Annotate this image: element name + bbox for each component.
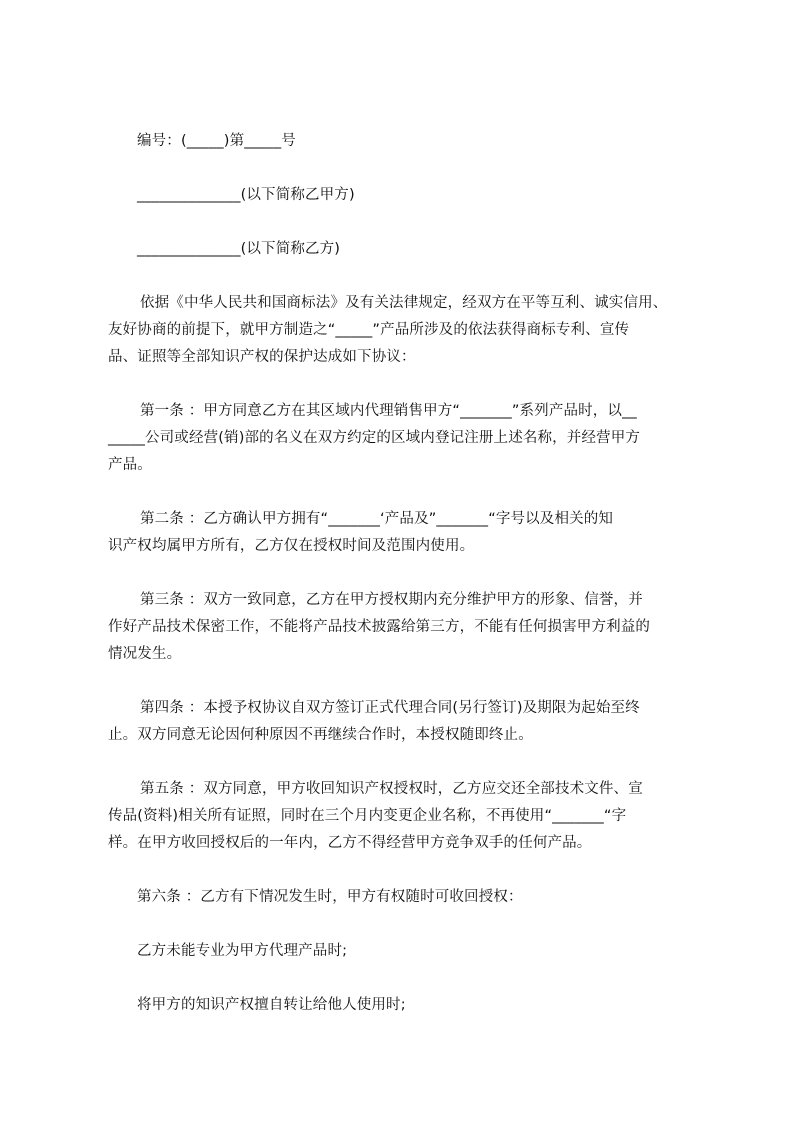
condition-item: 将甲方的知识产权擅自转让给他人使用时; bbox=[137, 997, 406, 1013]
article-line: 第一条 ：甲方同意乙方在其区域内代理销售甲方“_______”系列产品时，以__ bbox=[140, 403, 637, 419]
article-line: 第三条 ：双方一致同意，乙方在甲方授权期内充分维护甲方的形象、信誉，并 bbox=[140, 592, 643, 608]
article-line: 作好产品技术保密工作，不能将产品技术披露给第三方，不能有任何损害甲方利益的 bbox=[108, 619, 651, 635]
party-b-line: ______________(以下简称乙方) bbox=[137, 241, 341, 257]
article-line: 样。在甲方收回授权后的一年内，乙方不得经营甲方竞争双手的任何产品。 bbox=[108, 835, 592, 851]
party-a-line: ______________(以下简称乙甲方) bbox=[137, 187, 355, 203]
article-line: 情况发生。 bbox=[108, 646, 182, 662]
article-line: 止。双方同意无论因何种原因不再继续合作时，本授权随即终止。 bbox=[108, 727, 533, 743]
preamble-line: 依据《中华人民共和国商标法》及有关法律规定，经双方在平等互利、诚实信用、 bbox=[140, 295, 668, 311]
contract-number-line: 编号：(_____)第_____号 bbox=[137, 133, 296, 149]
article-line: 传品(资料)相关所有证照，同时在三个月内变更企业名称，不再使用“_______“字 bbox=[108, 808, 627, 824]
article-line: 第四条 ：本授予权协议自双方签订正式代理合同(另行签订)及期限为起始至终 bbox=[140, 700, 640, 716]
preamble-line: 品、证照等全部知识产权的保护达成如下协议： bbox=[108, 349, 416, 365]
article-line: 识产权均属甲方所有，乙方仅在授权时间及范围内使用。 bbox=[108, 538, 475, 554]
article-line: 产品。 bbox=[108, 457, 152, 473]
preamble-line: 友好协商的前提下，就甲方制造之“_____”产品所涉及的依法获得商标专利、宣传 bbox=[108, 322, 630, 338]
article-line: _____公司或经营(销)部的名义在双方约定的区域内登记注册上述名称，并经营甲方 bbox=[108, 430, 641, 446]
condition-item: 乙方未能专业为甲方代理产品时; bbox=[137, 943, 348, 959]
article-line: 第六条 ：乙方有下情况发生时，甲方有权随时可收回授权： bbox=[137, 889, 523, 905]
article-line: 第二条 ：乙方确认甲方拥有“_______‘产品及”_______“字号以及相关的知 bbox=[140, 511, 614, 527]
article-line: 第五条 ：双方同意，甲方收回知识产权授权时，乙方应交还全部技术文件、宣 bbox=[140, 781, 643, 797]
